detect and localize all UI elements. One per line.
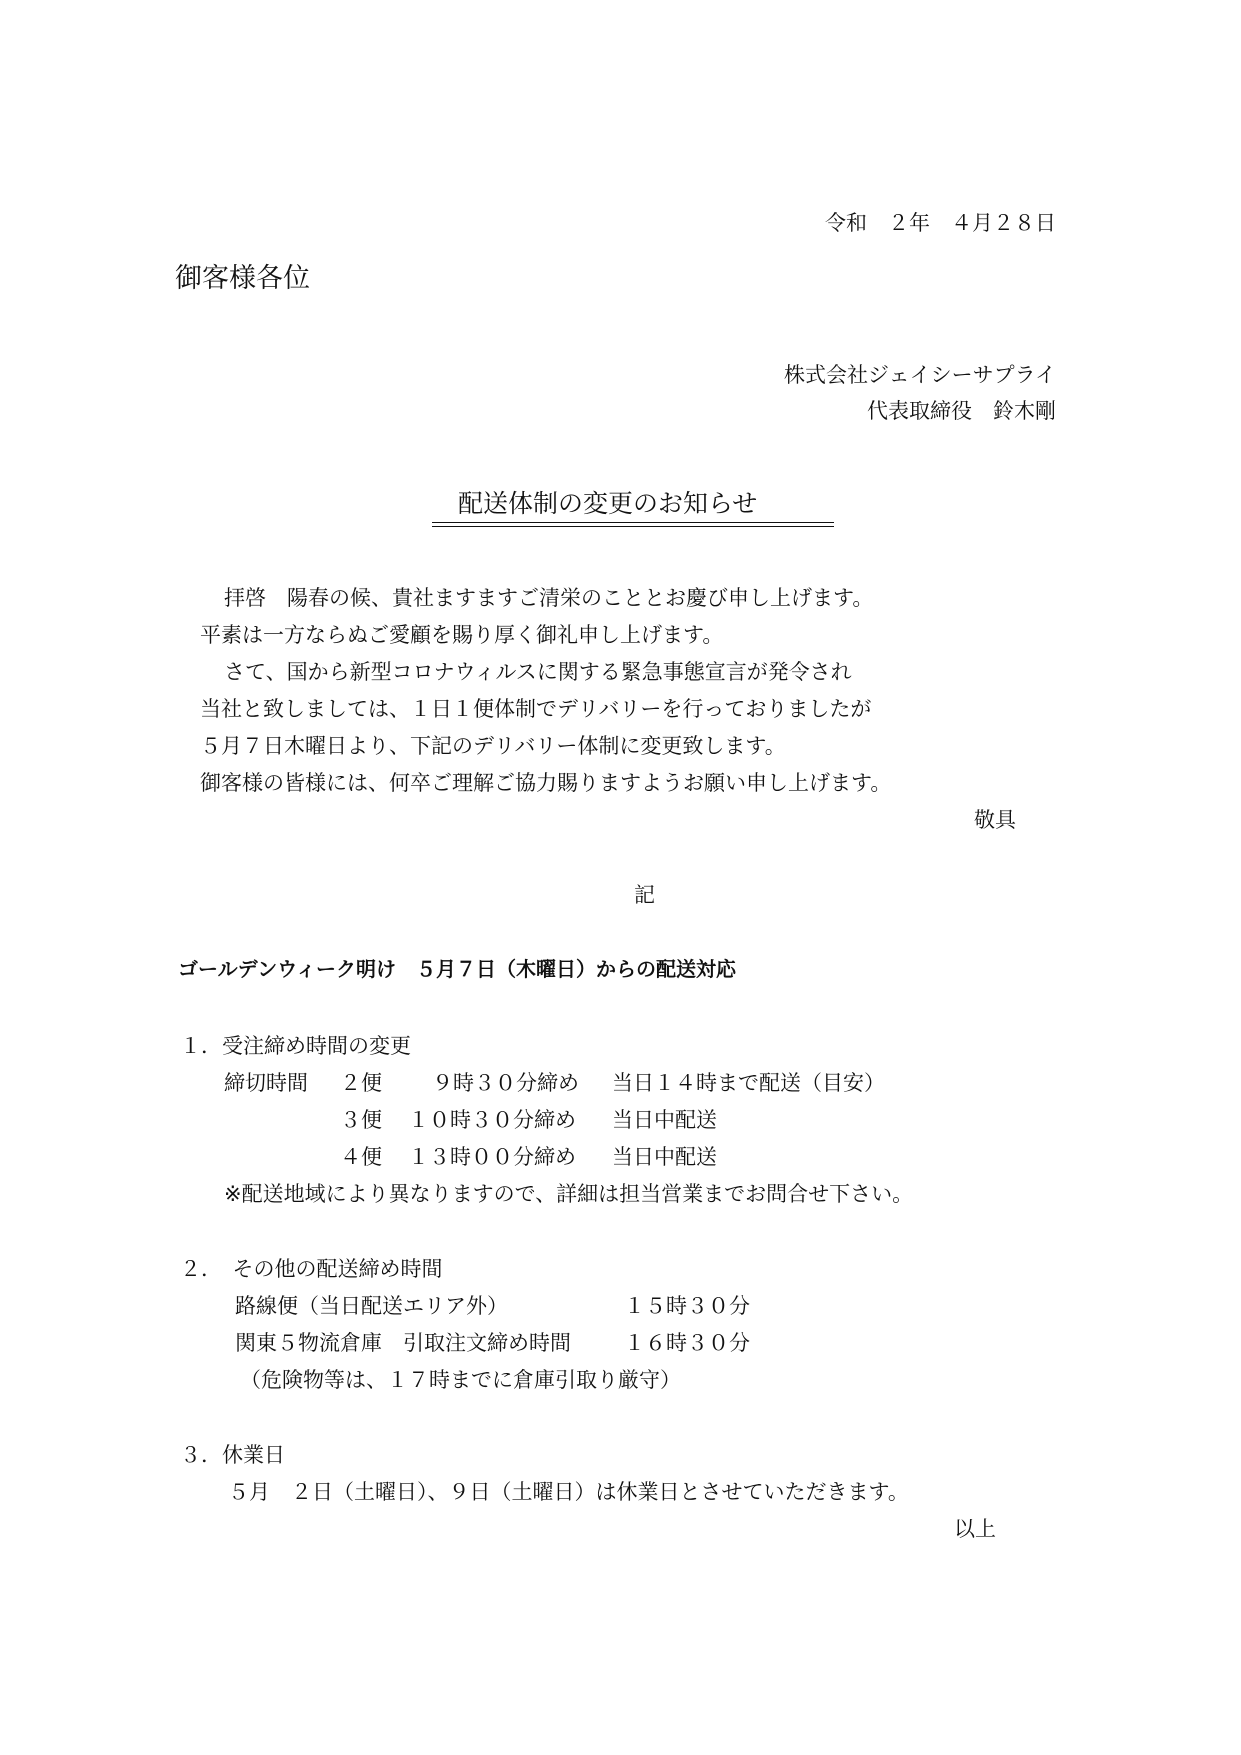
route-time: １５時３０分 bbox=[624, 1294, 750, 1318]
cutoff-time: １０時３０分締め bbox=[408, 1108, 576, 1132]
body-closing: 敬具 bbox=[974, 808, 1016, 832]
route-label: 関東５物流倉庫 引取注文締め時間 bbox=[235, 1331, 571, 1355]
title-underline-bottom bbox=[432, 526, 834, 527]
body-line-5: ５月７日木曜日より、下記のデリバリー体制に変更致します。 bbox=[200, 734, 786, 758]
bin-number: ３便 bbox=[340, 1108, 382, 1132]
section2-note: （危険物等は、１７時までに倉庫引取り厳守） bbox=[240, 1368, 681, 1392]
title-underline-top bbox=[432, 522, 834, 523]
section2-heading: ２． その他の配送締め時間 bbox=[180, 1257, 443, 1281]
sender-representative: 代表取締役 鈴木剛 bbox=[867, 399, 1056, 423]
delivery-time: 当日１４時まで配送（目安） bbox=[612, 1071, 885, 1095]
end-marker: 以上 bbox=[954, 1517, 996, 1541]
section3-text: ５月 ２日（土曜日）、９日（土曜日）は休業日とさせていただきます。 bbox=[228, 1480, 909, 1504]
body-line-3: さて、国から新型コロナウィルスに関する緊急事態宣言が発令され bbox=[224, 660, 852, 684]
document-title: 配送体制の変更のお知らせ bbox=[458, 489, 758, 518]
section1-heading: １．受注締め時間の変更 bbox=[180, 1034, 411, 1058]
body-line-2: 平素は一方ならぬご愛顧を賜り厚く御礼申し上げます。 bbox=[200, 623, 724, 647]
delivery-time: 当日中配送 bbox=[612, 1145, 717, 1169]
body-line-6: 御客様の皆様には、何卒ご理解ご協力賜りますようお願い申し上げます。 bbox=[200, 771, 892, 795]
delivery-time: 当日中配送 bbox=[612, 1108, 717, 1132]
ki-marker: 記 bbox=[634, 883, 655, 907]
route-time: １６時３０分 bbox=[624, 1331, 750, 1355]
bin-number: ２便 bbox=[340, 1071, 382, 1095]
subheading: ゴールデンウィーク明け ５月７日（木曜日）からの配送対応 bbox=[178, 957, 736, 981]
sender-company: 株式会社ジェイシーサプライ bbox=[784, 363, 1056, 387]
addressee: 御客様各位 bbox=[175, 263, 310, 294]
document-date: 令和 ２年 ４月２８日 bbox=[825, 211, 1056, 235]
cutoff-time: ９時３０分締め bbox=[432, 1071, 579, 1095]
cutoff-time: １３時００分締め bbox=[408, 1145, 576, 1169]
route-label: 路線便（当日配送エリア外） bbox=[235, 1294, 508, 1318]
bin-number: ４便 bbox=[340, 1145, 382, 1169]
section3-heading: ３．休業日 bbox=[180, 1443, 285, 1467]
section1-label: 締切時間 bbox=[224, 1071, 308, 1095]
body-line-4: 当社と致しましては、１日１便体制でデリバリーを行っておりましたが bbox=[200, 697, 872, 721]
body-line-1: 拝啓 陽春の候、貴社ますますご清栄のこととお慶び申し上げます。 bbox=[224, 586, 874, 610]
section1-note: ※配送地域により異なりますので、詳細は担当営業までお問合せ下さい。 bbox=[224, 1182, 914, 1206]
